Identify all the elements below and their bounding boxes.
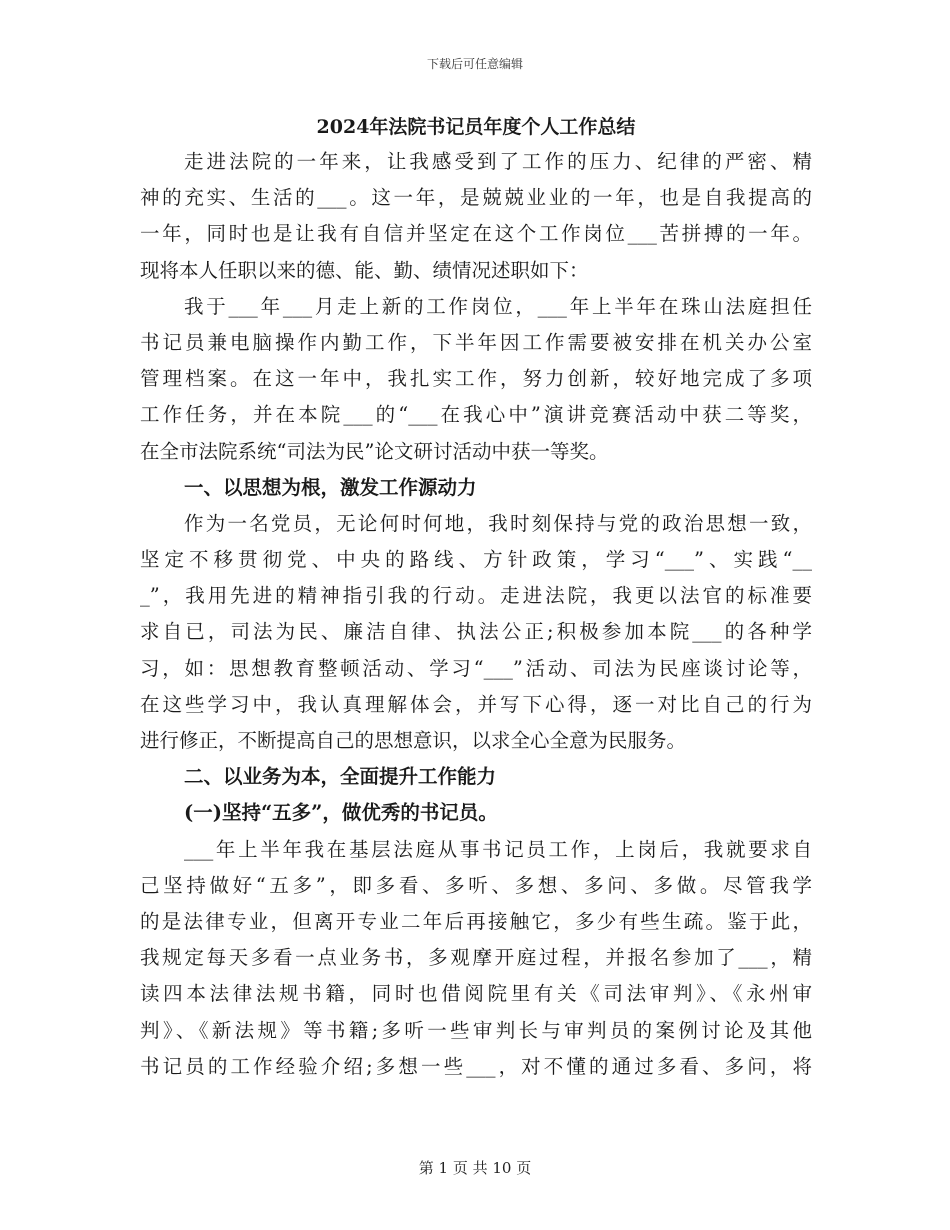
text-line: ___年上半年我在基层法庭从事书记员工作，上岗后，我就要求自 [184, 837, 812, 861]
text-line: 工作任务，并在本院___的“___在我心中”演讲竞赛活动中获二等奖， [140, 403, 812, 427]
text-line: 书记员兼电脑操作内勤工作，下半年因工作需要被安排在机关办公室 [140, 330, 812, 354]
text-line: 走进法院的一年来，让我感受到了工作的压力、纪律的严密、精 [184, 150, 812, 173]
text-line: 我规定每天多看一点业务书，多观摩开庭过程，并报名参加了___，精 [140, 946, 812, 970]
text-line: 一年，同时也是让我有自信并坚定在这个工作岗位___苦拼搏的一年。 [140, 222, 812, 246]
text-line: 读四本法律法规书籍，同时也借阅院里有关《司法审判》、《永州审 [140, 982, 812, 1006]
text-line: 现将本人任职以来的德、能、勤、绩情况述职如下： [140, 258, 589, 282]
paragraph-position [140, 289, 812, 470]
text-line: 作为一名党员，无论何时何地，我时刻保持与党的政治思想一致， [184, 511, 812, 535]
text-line: 在这些学习中，我认真理解体会，并写下心得，逐一对比自己的行为 [140, 692, 812, 716]
text-line: 习，如：思想教育整顿活动、学习“___”活动、司法为民座谈讨论等， [140, 656, 812, 680]
section-heading-1: 一、以思想为根，激发工作源动力 [184, 475, 477, 499]
subsection-heading-1: (一)坚持“五多”，做优秀的书记员。 [184, 801, 498, 825]
document-body [140, 112, 812, 1085]
text-line: 神的充实、生活的___。这一年，是兢兢业业的一年，也是自我提高的 [140, 186, 812, 210]
paragraph-intro [140, 144, 812, 289]
text-line: 判》、《新法规》等书籍;多听一些审判长与审判员的案例讨论及其他 [140, 1018, 812, 1042]
text-line: 进行修正，不断提高自己的思想意识，以求全心全意为民服务。 [140, 729, 687, 752]
text-line: 书记员的工作经验介绍;多想一些___，对不懂的通过多看、多问，将 [140, 1054, 812, 1078]
section-heading-2: 二、以业务为本，全面提升工作能力 [184, 765, 497, 789]
text-line: 求自已，司法为民、廉洁自律、执法公正;积极参加本院___的各种学 [140, 620, 812, 644]
text-line: 己坚持做好“五多”，即多看、多听、多想、多问、多做。尽管我学 [140, 873, 812, 897]
text-line: 的是法律专业，但离开专业二年后再接触它，多少有些生疏。鉴于此， [140, 909, 812, 933]
text-line: 在全市法院系统“司法为民”论文研讨活动中获一等奖。 [140, 439, 609, 463]
text-line: _”，我用先进的精神指引我的行动。走进法院，我更以法官的标准要 [140, 584, 812, 608]
text-line: 我于___年___月走上新的工作岗位，___年上半年在珠山法庭担任 [184, 294, 812, 318]
paragraph-thought [140, 506, 812, 759]
paragraph-five-more [140, 832, 812, 1085]
document-title: 2024年法院书记员年度个人工作总结 [316, 116, 636, 138]
header-note: 下载后可任意编辑 [426, 57, 523, 71]
text-line: 坚定不移贯彻党、中央的路线、方针政策，学习“___”、实践“__ [140, 548, 812, 572]
text-line: 管理档案。在这一年中，我扎实工作，努力创新，较好地完成了多项 [140, 367, 812, 391]
page-number-footer: 第 1 页 共 10 页 [418, 1159, 532, 1177]
